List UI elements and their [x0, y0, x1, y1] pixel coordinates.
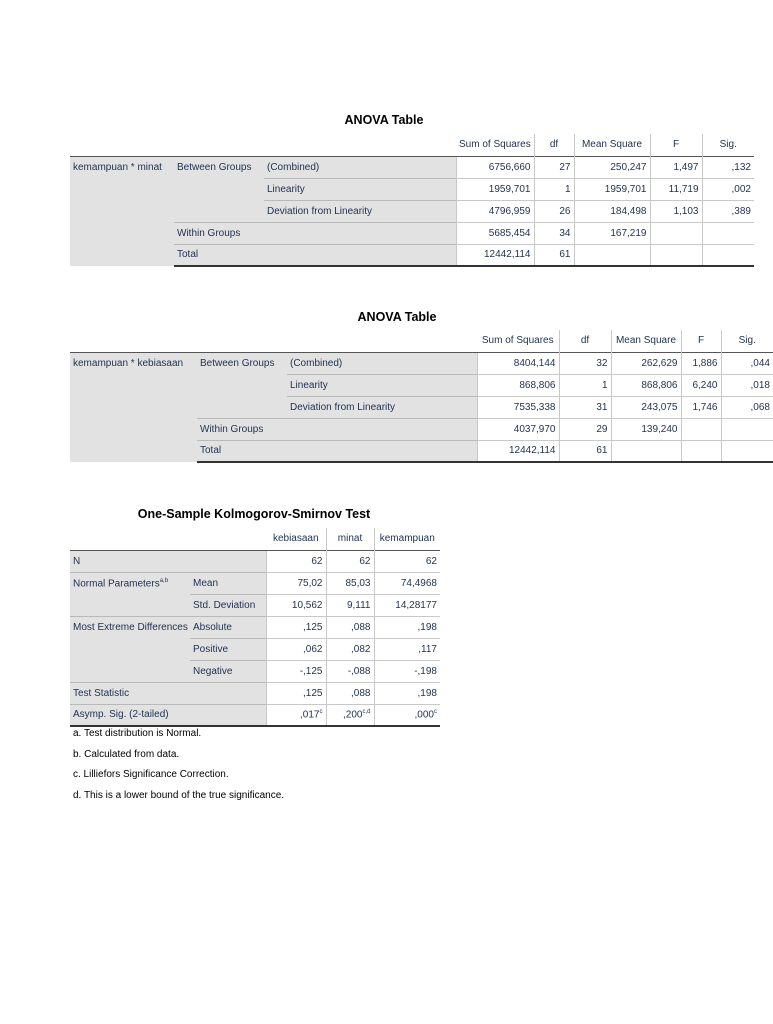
footnote-c: c. Lilliefors Significance Correction.	[73, 769, 229, 780]
test-statistic-label: Test Statistic	[70, 682, 266, 704]
cell-f	[681, 440, 721, 462]
cell-kemampuan: 62	[374, 550, 440, 572]
footnote-b: b. Calculated from data.	[73, 749, 180, 760]
positive-label: Positive	[190, 638, 266, 660]
cell-df: 61	[559, 440, 611, 462]
sig-value: ,000	[414, 709, 434, 721]
footnote-marker: a,b	[159, 577, 169, 584]
cell-f	[650, 244, 702, 266]
cell-sig	[702, 222, 754, 244]
most-extreme-label: Most Extreme Differences	[70, 616, 190, 682]
total-label: Total	[174, 244, 456, 266]
linearity-label: Linearity	[264, 178, 456, 200]
footnote-d: d. This is a lower bound of the true significance.	[73, 790, 285, 801]
cell-kemampuan	[374, 704, 440, 726]
col-header-f: F	[650, 134, 702, 156]
table-row	[70, 682, 440, 704]
table-row	[70, 704, 440, 726]
cell-kemampuan: -,198	[374, 660, 440, 682]
footnote-a: a. Test distribution is Normal.	[73, 728, 202, 739]
cell-minat: ,082	[326, 638, 374, 660]
between-groups-label: Between Groups	[174, 156, 264, 222]
cell-kebiasaan: 62	[266, 550, 326, 572]
cell-sum-of-squares: 7535,338	[477, 396, 559, 418]
footnote-marker: c	[434, 709, 437, 716]
anova1-header-row	[70, 134, 754, 156]
col-header-mean-square: Mean Square	[611, 330, 681, 352]
sig-value: ,017	[300, 709, 320, 721]
within-groups-label: Within Groups	[174, 222, 456, 244]
cell-sum-of-squares: 6756,660	[456, 156, 534, 178]
table-row	[70, 550, 440, 572]
anova2-table	[70, 330, 773, 463]
cell-sum-of-squares: 12442,114	[477, 440, 559, 462]
cell-f	[650, 222, 702, 244]
cell-mean-square: 139,240	[611, 418, 681, 440]
cell-df: 61	[534, 244, 574, 266]
cell-df: 34	[534, 222, 574, 244]
anova2-header-row	[70, 330, 773, 352]
cell-kebiasaan: 10,562	[266, 594, 326, 616]
footnote-marker: c,d	[362, 709, 371, 716]
cell-df: 1	[534, 178, 574, 200]
sig-value: ,200	[343, 709, 363, 721]
ks-table	[70, 528, 440, 727]
cell-kebiasaan: ,125	[266, 682, 326, 704]
col-header-sum-of-squares: Sum of Squares	[456, 134, 534, 156]
cell-kemampuan: ,117	[374, 638, 440, 660]
col-header-sum-of-squares: Sum of Squares	[477, 330, 559, 352]
table-row	[70, 352, 773, 374]
deviation-label: Deviation from Linearity	[287, 396, 477, 418]
cell-sig: ,002	[702, 178, 754, 200]
footnote-marker: c	[319, 709, 323, 716]
between-groups-label: Between Groups	[197, 352, 287, 418]
cell-mean-square: 184,498	[574, 200, 650, 222]
cell-sum-of-squares: 1959,701	[456, 178, 534, 200]
normal-parameters-text: Normal Parameters	[73, 577, 160, 589]
cell-kebiasaan	[266, 704, 326, 726]
cell-df: 1	[559, 374, 611, 396]
cell-sig	[721, 440, 773, 462]
anova1-table	[70, 134, 754, 267]
cell-minat: 9,111	[326, 594, 374, 616]
deviation-label: Deviation from Linearity	[264, 200, 456, 222]
cell-sum-of-squares: 8404,144	[477, 352, 559, 374]
cell-f	[681, 418, 721, 440]
cell-df: 31	[559, 396, 611, 418]
dependent-label: kemampuan * minat	[70, 156, 174, 266]
cell-sum-of-squares: 4796,959	[456, 200, 534, 222]
cell-mean-square: 243,075	[611, 396, 681, 418]
anova2-title: ANOVA Table	[357, 310, 437, 324]
col-header-sig: Sig.	[702, 134, 754, 156]
cell-f: 1,746	[681, 396, 721, 418]
dependent-label: kemampuan * kebiasaan	[70, 352, 197, 462]
combined-label: (Combined)	[264, 156, 456, 178]
cell-minat: ,088	[326, 682, 374, 704]
cell-kemampuan: ,198	[374, 682, 440, 704]
cell-df: 32	[559, 352, 611, 374]
cell-mean-square: 250,247	[574, 156, 650, 178]
cell-mean-square: 262,629	[611, 352, 681, 374]
cell-sum-of-squares: 868,806	[477, 374, 559, 396]
ks-title: One-Sample Kolmogorov-Smirnov Test	[137, 507, 371, 521]
col-header-f: F	[681, 330, 721, 352]
col-header-df: df	[559, 330, 611, 352]
std-dev-label: Std. Deviation	[190, 594, 266, 616]
negative-label: Negative	[190, 660, 266, 682]
total-label: Total	[197, 440, 477, 462]
cell-minat: 62	[326, 550, 374, 572]
cell-sig: ,389	[702, 200, 754, 222]
cell-df: 26	[534, 200, 574, 222]
cell-f: 11,719	[650, 178, 702, 200]
col-header-kemampuan: kemampuan	[374, 528, 440, 550]
col-header-minat: minat	[326, 528, 374, 550]
col-header-sig: Sig.	[721, 330, 773, 352]
cell-df: 27	[534, 156, 574, 178]
linearity-label: Linearity	[287, 374, 477, 396]
cell-f: 1,103	[650, 200, 702, 222]
col-header-kebiasaan: kebiasaan	[266, 528, 326, 550]
cell-kebiasaan: ,062	[266, 638, 326, 660]
cell-sig: ,018	[721, 374, 773, 396]
asymp-sig-label: Asymp. Sig. (2-tailed)	[70, 704, 266, 726]
cell-kemampuan: 14,28177	[374, 594, 440, 616]
cell-kebiasaan: ,125	[266, 616, 326, 638]
cell-minat: ,088	[326, 616, 374, 638]
table-row	[70, 572, 440, 594]
cell-mean-square	[574, 244, 650, 266]
within-groups-label: Within Groups	[197, 418, 477, 440]
cell-mean-square: 167,219	[574, 222, 650, 244]
cell-kebiasaan: -,125	[266, 660, 326, 682]
cell-sig	[702, 244, 754, 266]
cell-sum-of-squares: 12442,114	[456, 244, 534, 266]
cell-sig: ,044	[721, 352, 773, 374]
cell-mean-square	[611, 440, 681, 462]
cell-f: 1,886	[681, 352, 721, 374]
cell-sig: ,132	[702, 156, 754, 178]
cell-kemampuan: ,198	[374, 616, 440, 638]
col-header-mean-square: Mean Square	[574, 134, 650, 156]
cell-sum-of-squares: 4037,970	[477, 418, 559, 440]
cell-kemampuan: 74,4968	[374, 572, 440, 594]
col-header-df: df	[534, 134, 574, 156]
ks-header-row	[70, 528, 440, 550]
cell-minat	[326, 704, 374, 726]
cell-f: 1,497	[650, 156, 702, 178]
cell-mean-square: 1959,701	[574, 178, 650, 200]
normal-parameters-label	[70, 572, 190, 616]
cell-f: 6,240	[681, 374, 721, 396]
combined-label: (Combined)	[287, 352, 477, 374]
n-label: N	[70, 550, 266, 572]
anova1-title: ANOVA Table	[344, 113, 424, 127]
cell-sum-of-squares: 5685,454	[456, 222, 534, 244]
mean-label: Mean	[190, 572, 266, 594]
cell-df: 29	[559, 418, 611, 440]
absolute-label: Absolute	[190, 616, 266, 638]
table-row	[70, 156, 754, 178]
table-row	[70, 616, 440, 638]
cell-minat: -,088	[326, 660, 374, 682]
cell-mean-square: 868,806	[611, 374, 681, 396]
cell-sig: ,068	[721, 396, 773, 418]
cell-kebiasaan: 75,02	[266, 572, 326, 594]
cell-sig	[721, 418, 773, 440]
cell-minat: 85,03	[326, 572, 374, 594]
